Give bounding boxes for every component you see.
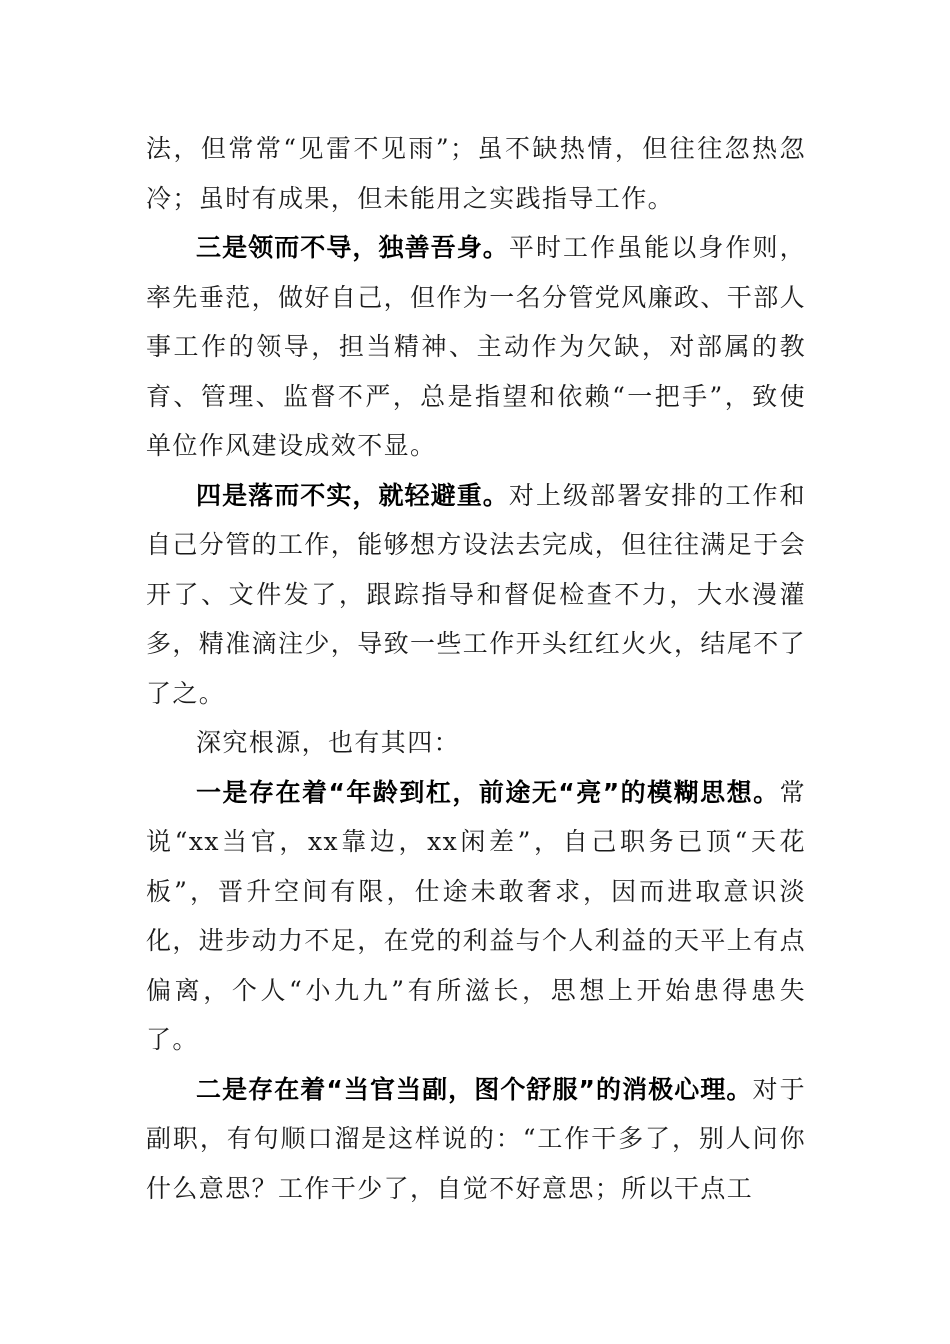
- paragraph-point-three: [146, 223, 806, 471]
- paragraph-heading: 一是存在着“年龄到杠，前途无“亮”的模糊思想。: [196, 777, 780, 807]
- paragraph-heading: 三是领而不导，独善吾身。: [196, 233, 509, 262]
- paragraph-heading: 四是落而不实，就轻避重。: [196, 480, 509, 510]
- paragraph-point-four: [146, 471, 806, 719]
- paragraph-root-causes-intro: [146, 718, 806, 768]
- paragraph-cause-two: [146, 1065, 806, 1214]
- paragraph-text: 法，但常常“见雷不见雨”；虽不缺热情，但往往忽热忽冷；虽时有成果，但未能用之实践指导工作。: [146, 134, 806, 213]
- paragraph-heading: 二是存在着“当官当副，图个舒服”的消极心理。: [196, 1074, 753, 1104]
- paragraph-text: 对上级部署安排的工作和自己分管的工作，能够想方设法去完成，但往往满足于会开了、文件发了，跟踪指导和督促检查不力，大水漫灌多，精准滴注少，导致一些工作开头红红火火，结尾不了了之。: [146, 480, 807, 708]
- paragraph-text: 深究根源，也有其四：: [196, 728, 461, 757]
- paragraph-text: 平时工作虽能以身作则，率先垂范，做好自己，但作为一名分管党风廉政、干部人事工作的领导，担当精神、主动作为欠缺，对部属的教育、管理、监督不严，总是指望和依赖“一把手”，致使单位作风建设成效不显。: [146, 233, 807, 460]
- paragraph-continuation: [146, 124, 806, 223]
- document-body: [146, 124, 806, 1213]
- paragraph-cause-one: [146, 768, 806, 1065]
- paragraph-text: 常说“xx当官，xx靠边，xx闲差”，自己职务已顶“天花板”，晋升空间有限，仕途未敢奢求，因而进取意识淡化，进步动力不足，在党的利益与个人利益的天平上有点偏离，个人“小九九”有所滋长，思想上开始患得患失了。: [146, 777, 807, 1054]
- paragraph-text: 对于副职，有句顺口溜是这样说的：“工作干多了，别人问你什么意思？工作干少了，自觉不好意思；所以干点工: [146, 1074, 806, 1203]
